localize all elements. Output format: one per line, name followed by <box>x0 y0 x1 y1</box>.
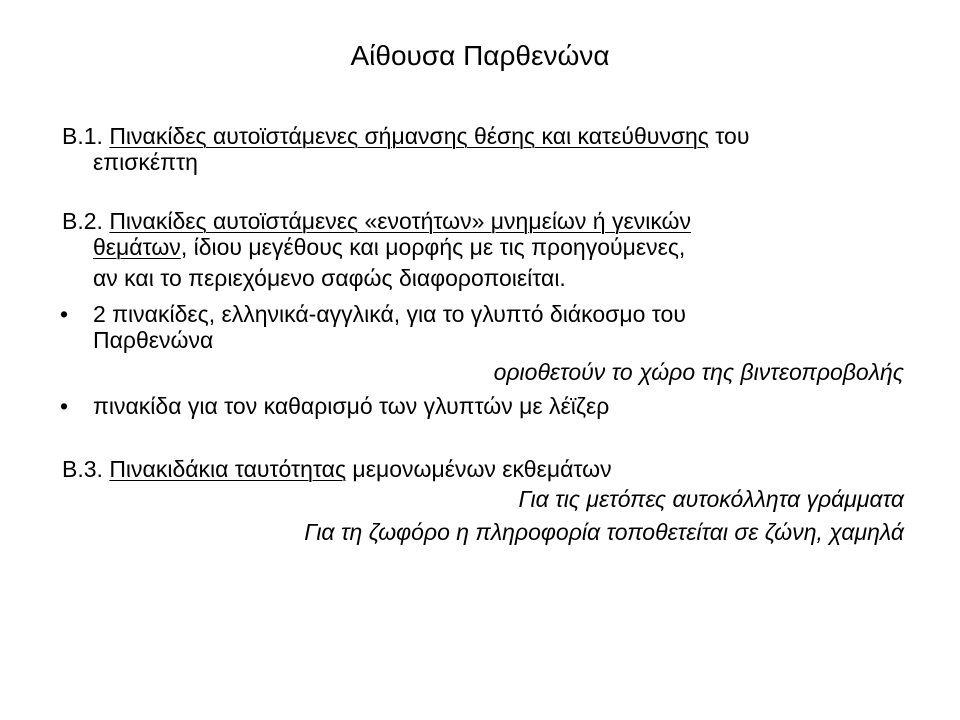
b1-continuation: επισκέπτη <box>93 149 198 175</box>
b3-note-2: Για τη ζωφόρο η πληροφορία τοποθετείται σε ζώνη, χαμηλά <box>304 519 904 545</box>
slide-title: Αίθουσα Παρθενώνα <box>350 40 610 71</box>
b3-note-1: Για τις μετόπες αυτοκόλλητα γράμματα <box>518 486 904 512</box>
b2-underlined-text-1: Πινακίδες αυτοϊστάμενες «ενοτήτων» μνημείων ή γενικών <box>109 208 692 234</box>
b2-second-line-rest: , ίδιου μεγέθους και μορφής με τις προηγούμενες, <box>180 234 686 260</box>
b2-underlined-text-2: θεμάτων <box>93 234 181 260</box>
b2-heading-line <box>62 207 691 235</box>
b1-prefix: Β.1. <box>62 123 110 149</box>
b2-second-line <box>93 233 685 261</box>
bullet-1-line-2: Παρθενώνα <box>93 327 214 353</box>
bullet-1-marker: • <box>60 301 69 327</box>
bullet-1-line-1: 2 πινακίδες, ελληνικά-αγγλικά, για το γλυπτό διάκοσμο του <box>93 301 686 327</box>
b3-underlined-text: Πινακιδάκια ταυτότητας <box>109 456 347 482</box>
bullet-2-marker: • <box>60 393 69 419</box>
b2-prefix: Β.2. <box>62 208 110 234</box>
b3-prefix: Β.3. <box>62 456 110 482</box>
b1-heading-line <box>62 122 749 150</box>
b1-underlined-text: Πινακίδες αυτοϊστάμενες σήμανσης θέσης και κατεύθυνσης <box>109 123 709 149</box>
b2-third-line: αν και το περιεχόμενο σαφώς διαφοροποιείται. <box>93 265 566 291</box>
b3-suffix: μεμονωμένων εκθεμάτων <box>346 456 612 482</box>
bullet-1-note: οριοθετούν το χώρο της βιντεοπροβολής <box>493 359 904 385</box>
bullet-2-text: πινακίδα για τον καθαρισμό των γλυπτών με λέϊζερ <box>93 393 610 419</box>
b1-suffix: του <box>708 123 750 149</box>
b3-heading-line <box>62 455 612 483</box>
